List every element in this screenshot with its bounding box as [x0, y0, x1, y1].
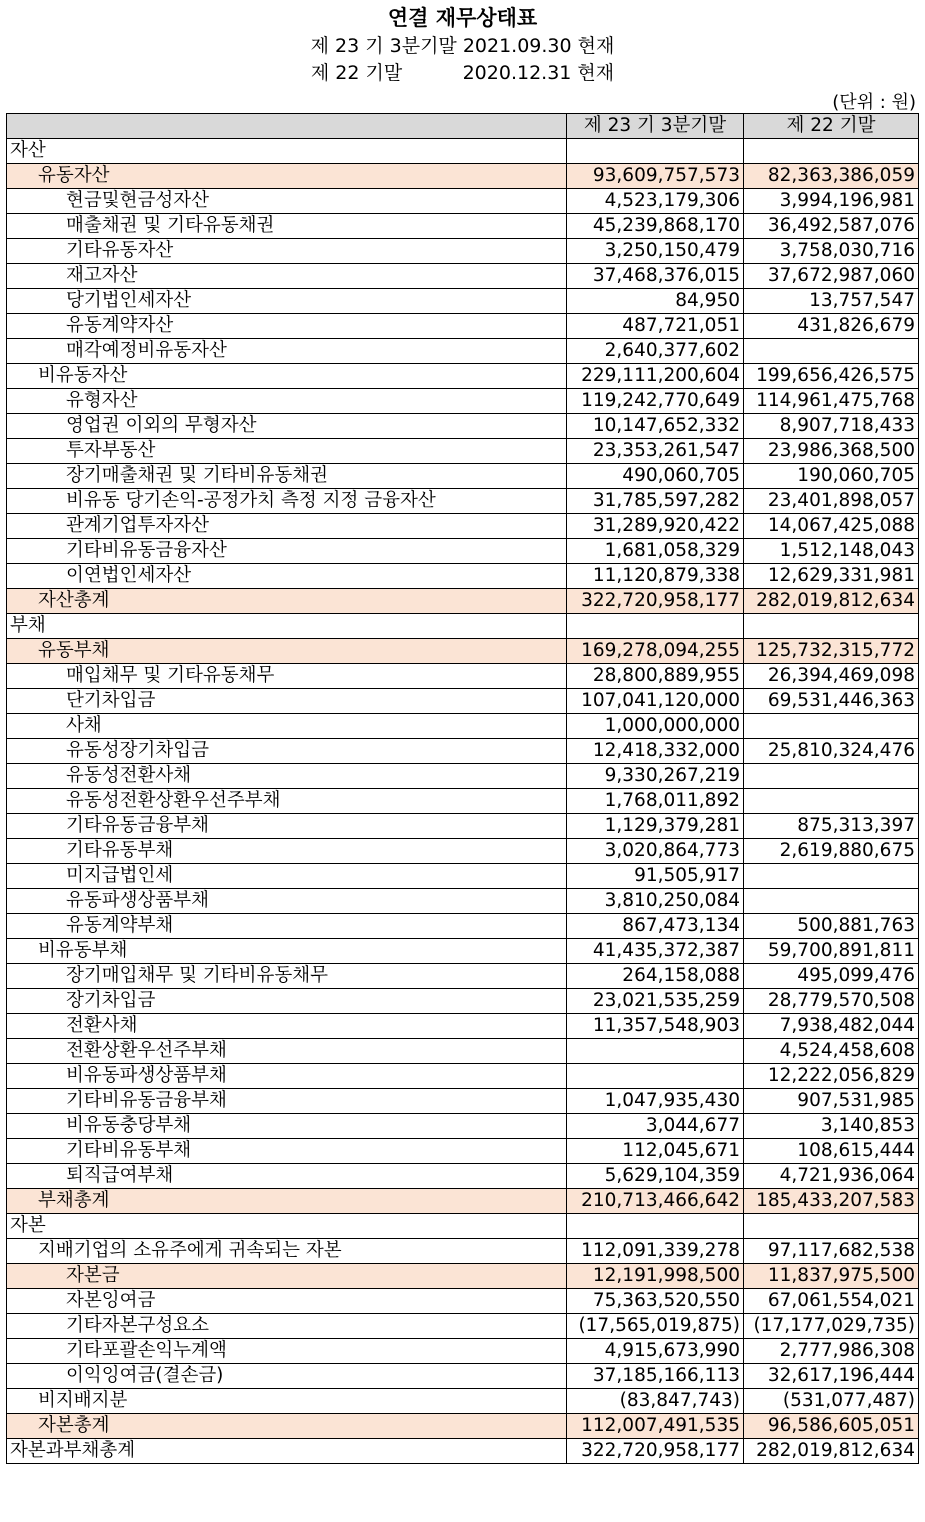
current-period-value: 91,505,917 [567, 864, 744, 889]
current-period-value: 1,047,935,430 [567, 1089, 744, 1114]
current-period-value: 119,242,770,649 [567, 389, 744, 414]
table-row [7, 264, 919, 289]
row-label: 유동부채 [7, 639, 567, 664]
row-label: 비지배지분 [7, 1389, 567, 1414]
prior-period-value: 82,363,386,059 [744, 164, 919, 189]
row-label: 유동성전환사채 [7, 764, 567, 789]
prior-period-value: 23,986,368,500 [744, 439, 919, 464]
current-period-value: 3,250,150,479 [567, 239, 744, 264]
table-row [7, 339, 919, 364]
table-row [7, 1164, 919, 1189]
row-label: 매입채무 및 기타유동채무 [7, 664, 567, 689]
row-label: 비유동부채 [7, 939, 567, 964]
current-period-value: 10,147,652,332 [567, 414, 744, 439]
table-row [7, 964, 919, 989]
row-label: 지배기업의 소유주에게 귀속되는 자본 [7, 1239, 567, 1264]
prior-period-value: 114,961,475,768 [744, 389, 919, 414]
current-period-value: 31,289,920,422 [567, 514, 744, 539]
prior-period-value: 431,826,679 [744, 314, 919, 339]
table-row [7, 539, 919, 564]
prior-period-value: 59,700,891,811 [744, 939, 919, 964]
row-label: 매각예정비유동자산 [7, 339, 567, 364]
prior-period-value: 4,524,458,608 [744, 1039, 919, 1064]
table-row [7, 564, 919, 589]
table-row [7, 214, 919, 239]
table-row [7, 1089, 919, 1114]
row-label: 자산 [7, 139, 567, 164]
prior-period-value: 282,019,812,634 [744, 1439, 919, 1464]
row-label: 장기차입금 [7, 989, 567, 1014]
row-label: 유동성전환상환우선주부채 [7, 789, 567, 814]
table-row [7, 939, 919, 964]
current-period-value: 41,435,372,387 [567, 939, 744, 964]
row-label: 기타유동자산 [7, 239, 567, 264]
prior-period-value: 4,721,936,064 [744, 1164, 919, 1189]
row-label: 이연법인세자산 [7, 564, 567, 589]
current-period-value: 487,721,051 [567, 314, 744, 339]
current-period-value: 1,768,011,892 [567, 789, 744, 814]
row-label: 기타유동금융부채 [7, 814, 567, 839]
row-label: 비유동자산 [7, 364, 567, 389]
table-row [7, 239, 919, 264]
current-period-value: 93,609,757,573 [567, 164, 744, 189]
row-label: 전환사채 [7, 1014, 567, 1039]
table-row [7, 1039, 919, 1064]
row-label: 부채 [7, 614, 567, 639]
current-period-value: 11,357,548,903 [567, 1014, 744, 1039]
row-label: 비유동 당기손익-공정가치 측정 지정 금융자산 [7, 489, 567, 514]
current-period-value: 1,681,058,329 [567, 539, 744, 564]
prior-period-value: 96,586,605,051 [744, 1414, 919, 1439]
row-label: 당기법인세자산 [7, 289, 567, 314]
prior-period-value: 11,837,975,500 [744, 1264, 919, 1289]
row-label: 유형자산 [7, 389, 567, 414]
table-row [7, 889, 919, 914]
prior-period-value: 190,060,705 [744, 464, 919, 489]
prior-period-value: 3,994,196,981 [744, 189, 919, 214]
table-row [7, 414, 919, 439]
table-row [7, 364, 919, 389]
prior-period-value [744, 139, 919, 164]
table-row [7, 1014, 919, 1039]
table-row [7, 589, 919, 614]
table-row [7, 439, 919, 464]
table-row [7, 614, 919, 639]
current-period-value: 867,473,134 [567, 914, 744, 939]
current-period-value: 1,129,379,281 [567, 814, 744, 839]
current-period-value: 3,810,250,084 [567, 889, 744, 914]
table-row [7, 1339, 919, 1364]
current-period-value: 1,000,000,000 [567, 714, 744, 739]
table-row [7, 514, 919, 539]
table-row [7, 789, 919, 814]
header-row [7, 114, 919, 139]
prior-period-value [744, 889, 919, 914]
table-row [7, 389, 919, 414]
table-row [7, 1314, 919, 1339]
current-period-value: 112,045,671 [567, 1139, 744, 1164]
current-period-value: 210,713,466,642 [567, 1189, 744, 1214]
table-row [7, 139, 919, 164]
prior-period-value: 23,401,898,057 [744, 489, 919, 514]
table-row [7, 1139, 919, 1164]
current-period-value [567, 139, 744, 164]
table-row [7, 1214, 919, 1239]
table-row [7, 1239, 919, 1264]
row-label: 자본금 [7, 1264, 567, 1289]
prior-period-value: 2,777,986,308 [744, 1339, 919, 1364]
current-period-value: 12,418,332,000 [567, 739, 744, 764]
row-label: 유동파생상품부채 [7, 889, 567, 914]
prior-period-value: 25,810,324,476 [744, 739, 919, 764]
current-period-value: 84,950 [567, 289, 744, 314]
prior-period-value: 500,881,763 [744, 914, 919, 939]
current-period-value: (17,565,019,875) [567, 1314, 744, 1339]
row-label: 단기차입금 [7, 689, 567, 714]
row-label: 기타비유동금융자산 [7, 539, 567, 564]
prior-period-value: 282,019,812,634 [744, 589, 919, 614]
current-period-value: 45,239,868,170 [567, 214, 744, 239]
prior-period-value: 1,512,148,043 [744, 539, 919, 564]
row-label: 이익잉여금(결손금) [7, 1364, 567, 1389]
table-row [7, 314, 919, 339]
table-row [7, 464, 919, 489]
table-row [7, 664, 919, 689]
prior-period-value: 97,117,682,538 [744, 1239, 919, 1264]
prior-period-value: 199,656,426,575 [744, 364, 919, 389]
balance-sheet-table [6, 113, 919, 1464]
prior-period-value [744, 614, 919, 639]
unit-label: (단위 : 원) [832, 92, 916, 113]
prior-period-value: 28,779,570,508 [744, 989, 919, 1014]
row-label: 장기매입채무 및 기타비유동채무 [7, 964, 567, 989]
row-label: 자본잉여금 [7, 1289, 567, 1314]
prior-period-value: 12,222,056,829 [744, 1064, 919, 1089]
prior-period-value: (17,177,029,735) [744, 1314, 919, 1339]
row-label: 관계기업투자자산 [7, 514, 567, 539]
table-row [7, 989, 919, 1014]
table-row [7, 914, 919, 939]
row-label: 비유동충당부채 [7, 1114, 567, 1139]
table-row [7, 814, 919, 839]
current-period-value: 75,363,520,550 [567, 1289, 744, 1314]
table-row [7, 1114, 919, 1139]
table-row [7, 689, 919, 714]
current-period-value: 5,629,104,359 [567, 1164, 744, 1189]
row-label: 유동성장기차입금 [7, 739, 567, 764]
row-label: 재고자산 [7, 264, 567, 289]
row-label: 기타유동부채 [7, 839, 567, 864]
row-label: 자본총계 [7, 1414, 567, 1439]
table-row [7, 764, 919, 789]
current-period-value: 229,111,200,604 [567, 364, 744, 389]
row-label: 비유동파생상품부채 [7, 1064, 567, 1089]
row-label: 유동계약자산 [7, 314, 567, 339]
current-period-value: 23,353,261,547 [567, 439, 744, 464]
row-label: 영업권 이외의 무형자산 [7, 414, 567, 439]
prior-period-value: 3,758,030,716 [744, 239, 919, 264]
prior-period-value: 26,394,469,098 [744, 664, 919, 689]
prior-period-value: 12,629,331,981 [744, 564, 919, 589]
period-prior: 제 22 기말 2020.12.31 현재 [310, 62, 615, 84]
row-label: 자본과부채총계 [7, 1439, 567, 1464]
current-period-value: 322,720,958,177 [567, 1439, 744, 1464]
row-label: 부채총계 [7, 1189, 567, 1214]
table-row [7, 289, 919, 314]
prior-period-value: 3,140,853 [744, 1114, 919, 1139]
prior-period-value: 185,433,207,583 [744, 1189, 919, 1214]
current-period-value: 37,468,376,015 [567, 264, 744, 289]
table-row [7, 1264, 919, 1289]
table-row [7, 1189, 919, 1214]
prior-period-value: 67,061,554,021 [744, 1289, 919, 1314]
table-row [7, 1439, 919, 1464]
row-label: 미지급법인세 [7, 864, 567, 889]
current-period-value: 2,640,377,602 [567, 339, 744, 364]
prior-period-value: 36,492,587,076 [744, 214, 919, 239]
prior-period-value [744, 789, 919, 814]
row-label: 기타포괄손익누계액 [7, 1339, 567, 1364]
period-current: 제 23 기 3분기말 2021.09.30 현재 [310, 35, 615, 57]
table-row [7, 639, 919, 664]
row-label: 기타비유동금융부채 [7, 1089, 567, 1114]
row-label: 기타자본구성요소 [7, 1314, 567, 1339]
prior-period-value: 875,313,397 [744, 814, 919, 839]
table-row [7, 1414, 919, 1439]
prior-period-value: 69,531,446,363 [744, 689, 919, 714]
current-period-value: 3,044,677 [567, 1114, 744, 1139]
row-label: 퇴직급여부채 [7, 1164, 567, 1189]
header-prior-period: 제 22 기말 [744, 114, 919, 139]
current-period-value: 11,120,879,338 [567, 564, 744, 589]
row-label: 매출채권 및 기타유동채권 [7, 214, 567, 239]
prior-period-value: 907,531,985 [744, 1089, 919, 1114]
row-label: 투자부동산 [7, 439, 567, 464]
current-period-value: 4,915,673,990 [567, 1339, 744, 1364]
prior-period-value: 125,732,315,772 [744, 639, 919, 664]
current-period-value: 322,720,958,177 [567, 589, 744, 614]
prior-period-value [744, 764, 919, 789]
prior-period-value: 108,615,444 [744, 1139, 919, 1164]
prior-period-value: 8,907,718,433 [744, 414, 919, 439]
row-label: 자산총계 [7, 589, 567, 614]
prior-period-value: 495,099,476 [744, 964, 919, 989]
prior-period-value: 37,672,987,060 [744, 264, 919, 289]
current-period-value: 490,060,705 [567, 464, 744, 489]
current-period-value: (83,847,743) [567, 1389, 744, 1414]
prior-period-value [744, 864, 919, 889]
current-period-value [567, 1039, 744, 1064]
prior-period-value: 14,067,425,088 [744, 514, 919, 539]
table-row [7, 1064, 919, 1089]
row-label: 유동계약부채 [7, 914, 567, 939]
prior-period-value: (531,077,487) [744, 1389, 919, 1414]
current-period-value: 264,158,088 [567, 964, 744, 989]
table-row [7, 1289, 919, 1314]
table-row [7, 864, 919, 889]
prior-period-value [744, 714, 919, 739]
current-period-value [567, 1064, 744, 1089]
table-row [7, 714, 919, 739]
row-label: 장기매출채권 및 기타비유동채권 [7, 464, 567, 489]
table-row [7, 489, 919, 514]
table-row [7, 839, 919, 864]
prior-period-value [744, 339, 919, 364]
current-period-value: 31,785,597,282 [567, 489, 744, 514]
current-period-value: 107,041,120,000 [567, 689, 744, 714]
current-period-value [567, 1214, 744, 1239]
current-period-value: 112,091,339,278 [567, 1239, 744, 1264]
current-period-value: 169,278,094,255 [567, 639, 744, 664]
prior-period-value: 32,617,196,444 [744, 1364, 919, 1389]
row-label: 기타비유동부채 [7, 1139, 567, 1164]
table-row [7, 164, 919, 189]
row-label: 현금및현금성자산 [7, 189, 567, 214]
current-period-value: 12,191,998,500 [567, 1264, 744, 1289]
page-title: 연결 재무상태표 [387, 6, 538, 30]
current-period-value: 37,185,166,113 [567, 1364, 744, 1389]
prior-period-value: 13,757,547 [744, 289, 919, 314]
row-label: 자본 [7, 1214, 567, 1239]
current-period-value: 3,020,864,773 [567, 839, 744, 864]
table-row [7, 189, 919, 214]
table-row [7, 739, 919, 764]
table-row [7, 1364, 919, 1389]
prior-period-value [744, 1214, 919, 1239]
header-label-col [7, 114, 567, 139]
current-period-value [567, 614, 744, 639]
row-label: 유동자산 [7, 164, 567, 189]
row-label: 전환상환우선주부채 [7, 1039, 567, 1064]
header-current-period: 제 23 기 3분기말 [567, 114, 744, 139]
current-period-value: 4,523,179,306 [567, 189, 744, 214]
row-label: 사채 [7, 714, 567, 739]
prior-period-value: 7,938,482,044 [744, 1014, 919, 1039]
table-row [7, 1389, 919, 1414]
current-period-value: 23,021,535,259 [567, 989, 744, 1014]
current-period-value: 9,330,267,219 [567, 764, 744, 789]
prior-period-value: 2,619,880,675 [744, 839, 919, 864]
current-period-value: 112,007,491,535 [567, 1414, 744, 1439]
current-period-value: 28,800,889,955 [567, 664, 744, 689]
